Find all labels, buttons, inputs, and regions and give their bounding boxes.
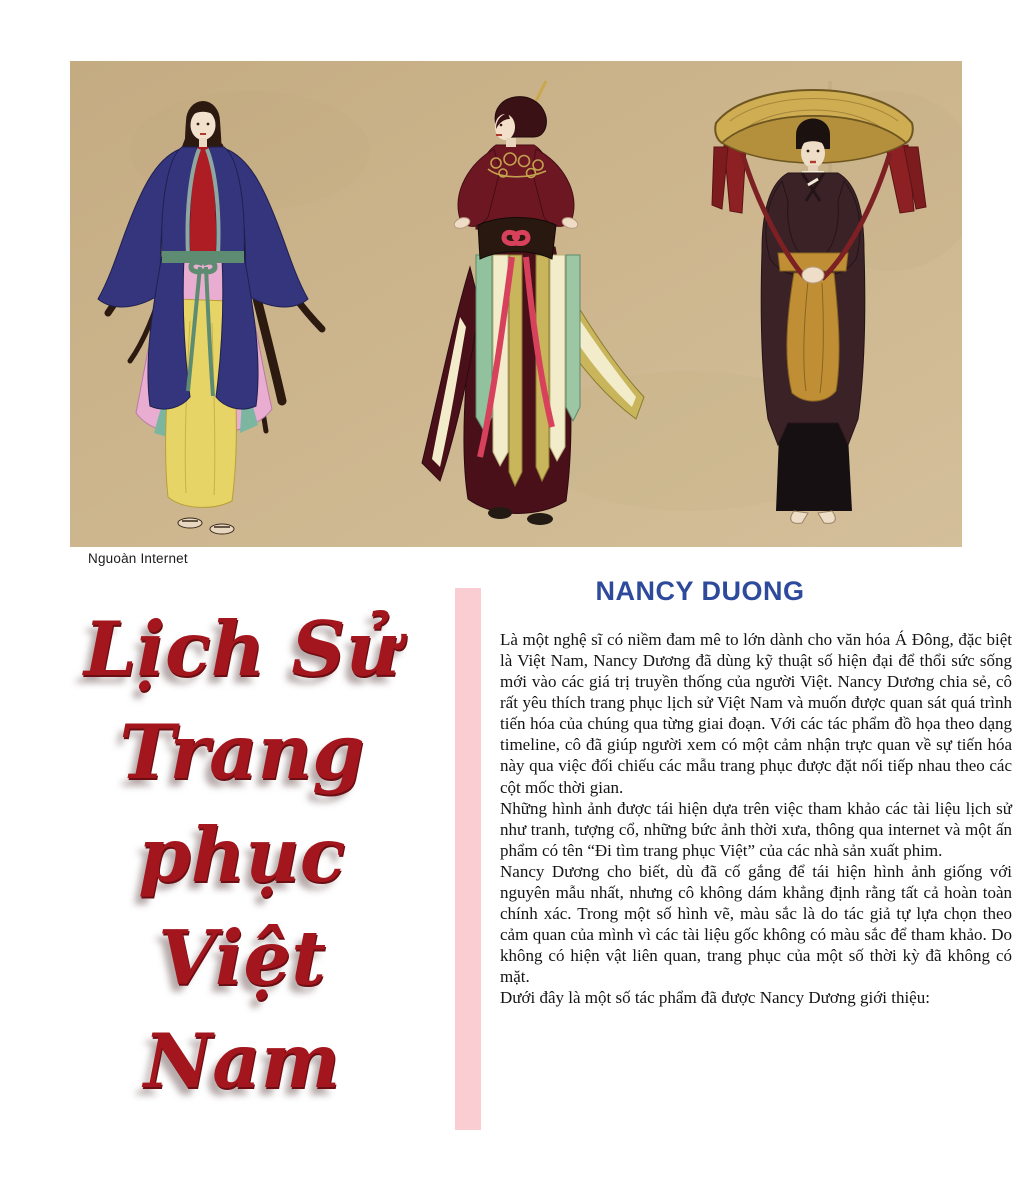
article-paragraph: Dưới đây là một số tác phẩm đã được Nancy Dương giới thiệu: (500, 988, 930, 1008)
article-column (500, 576, 1012, 1008)
article-heading: NANCY DUONG (595, 576, 805, 606)
article-paragraph: Nancy Dương cho biết, dù đã cố gắng để tái hiện hình ảnh giống với nguyên mẫu nhất, nhưng cô không dám khẳng định rằng tất cả hoàn toàn chính xác. Trong một số hình vẽ, màu sắc là do tác giả tự lựa chọn theo cảm quan của mình vì các tài liệu gốc không có màu sắc để tham khảo. Do không có hiện vật liên quan, trang phục của một số thời kỳ đã không có mặt. (500, 861, 1012, 987)
page-title-line: Lịch Sử (83, 605, 401, 693)
page-title-line: Việt (158, 914, 326, 1002)
article-paragraph: Những hình ảnh được tái hiện dựa trên việc tham khảo các tài liệu lịch sử như tranh, tượng cổ, những bức ảnh thời xưa, thông qua internet và một ấn phẩm có tên “Đi tìm trang phục Việt” của các nhà sản xuất phim. (500, 798, 1012, 860)
page-title-line: phục (138, 811, 346, 899)
pink-divider-bar (455, 588, 481, 1130)
costume-illustration-panel (70, 61, 962, 547)
article-paragraph: Là một nghệ sĩ có niềm đam mê to lớn dành cho văn hóa Á Đông, đặc biệt là Việt Nam, Nancy Dương đã dùng kỹ thuật số hiện đại để thổi sức sống mới vào các giá trị truyền thống của người Việt. Nancy Dương chia sẻ, cô rất yêu thích trang phục lịch sử Việt Nam và muốn được quan sát quá trình tiến hóa của chúng qua từng giai đoạn. Với các tác phẩm đồ họa theo dạng timeline, cô đã giúp người xem có một cảm nhận trực quan về sự tiến hóa này qua việc đối chiếu các mẫu trang phục được đặt nối tiếp nhau theo các cột mốc thời gian. (500, 630, 1012, 797)
page-title-line: Nam (143, 1017, 341, 1105)
costume-illustration (70, 61, 962, 547)
illustration-caption: Nguoàn Internet (88, 551, 188, 566)
page-title-line: Trang (119, 708, 365, 796)
page-title (62, 598, 422, 1113)
